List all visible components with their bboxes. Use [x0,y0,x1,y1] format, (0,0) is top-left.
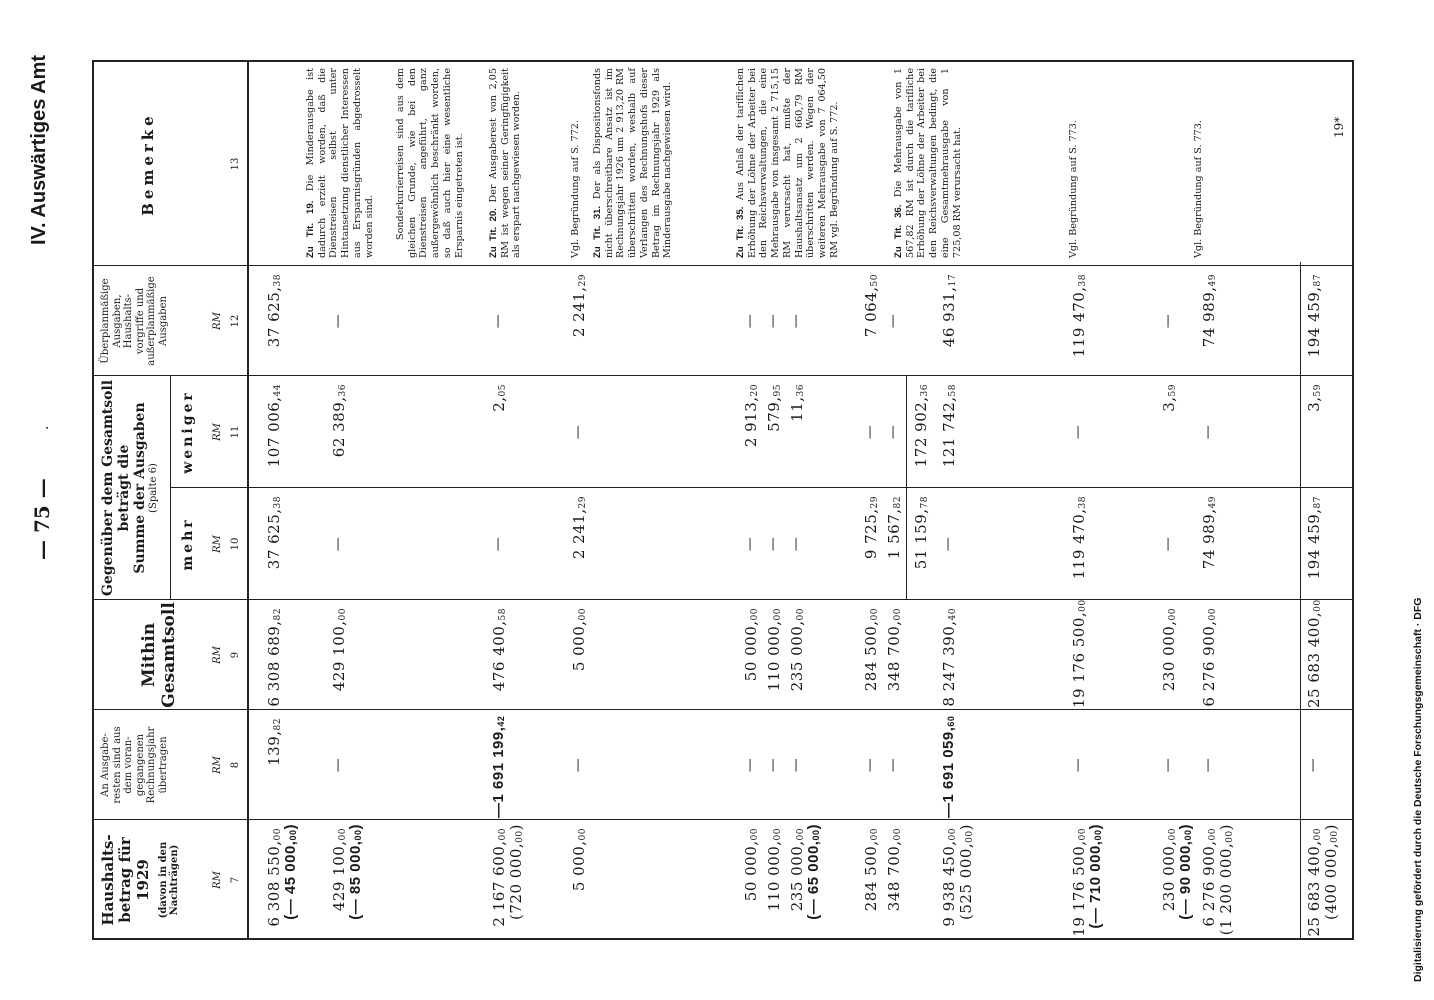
cell-r5-c9: 50 000,00 [742,608,760,682]
cell-r10-c10: 51 159,78 [912,496,930,570]
colnum-8: 8 [230,761,241,769]
header-c9: Mithin Gesamtsoll [139,602,179,708]
cell-r11-c8: —1 691 059,60 [940,715,957,818]
cell-r15-c7-supplement: (400 000,00) [1322,824,1340,920]
cell-r9-c10: 1 567,82 [885,496,903,560]
cell-r15-c11: 3,59 [1305,384,1323,412]
header-c8: An Ausgabe- resten sind aus dem voran- gegangenen Rechnungsjahr übertragen [100,726,169,804]
unit-c11: RM [212,423,223,441]
page-dot: · [40,425,56,430]
header-subdivider [170,376,171,600]
cell-r5-c10: — [742,536,758,552]
cell-r3-c7-supplement: (720 000,00) [507,824,525,920]
table-left-border [92,939,1352,941]
cell-r2-c10: — [330,536,346,552]
colnum-10: 10 [230,537,241,551]
cell-r13-c7-supplement: (— 90 000,00) [1177,824,1194,920]
cell-r9-c9: 348 700,00 [885,608,903,692]
colnum-12: 12 [230,314,241,328]
cell-r2-c9: 429 100,00 [330,608,348,692]
remark-tit-31: Zu Tit. 31. Der als Dispositionsfonds nicht überschreitbare Ansatz ist im Rechnungsjahr 1926 um 2 913,20 RM überschritten worden, weshalb auf Verlangen des Rechnungshofs dieser Betrag im Rechnungsjahr 1929 als Minderausgabe nachgewiesen wird. [592,68,674,258]
cell-r11-c11: 121 742,58 [940,384,958,468]
remark-ref-772-a: Vgl. Begründung auf S. 772. [570,120,581,258]
colnum-7: 7 [230,876,241,884]
cell-r4-c11: — [570,424,586,440]
cell-r8-c7: 284 500,00 [862,828,880,912]
cell-r13-c11: 3,59 [1160,384,1178,412]
cell-r6-c10: — [765,536,781,552]
cell-r15-c12: 194 459,87 [1305,274,1323,358]
cell-r14-c7: 6 276 900,00 [1200,828,1218,927]
cell-r12-c7: 19 176 500,00 [1070,828,1088,937]
cell-r6-c11: 579,95 [765,384,783,432]
cell-r11-c10: — [940,536,956,552]
table-top-rule [92,60,94,940]
unit-c10: RM [212,535,223,553]
col-divider-8-9 [92,709,1352,710]
cell-r2-c7-supplement: (— 85 000,00) [347,824,364,920]
header-c7: Haushalts- betrag für 1929 (davon in den Nachträgen) [99,834,181,926]
cell-r4-c7: 5 000,00 [570,828,588,892]
cell-r7-c9: 235 000,00 [788,608,806,692]
cell-r3-c9: 476 400,58 [490,608,508,692]
cell-r15-c7: 25 683 400,00 [1305,828,1323,937]
unit-c12: RM [212,312,223,330]
header-c10-11: Gegenüber dem Gesamtsoll beträgt die Summe der Ausgaben (Spalte 6) [100,379,160,597]
header-c12: Überplanmäßige Ausgaben, Haushalts- vorgriffe und außerplanmäßige Ausgaben [100,276,169,366]
colnum-13: 13 [230,157,241,171]
page-number: — 75 — [30,478,54,560]
remark-tit-19: Zu Tit. 19. Die Minderausgabe ist dadurch erzielt worden, daß die Dienstreisen selbst unter Hintansetzung dienstlicher Interessen aus Ersparnisgründen abgedrosselt worden sind. [305,68,375,258]
cell-r14-c9: 6 276 900,00 [1200,608,1218,707]
colnum-11: 11 [230,425,241,439]
cell-r12-c7-supplement: (— 710 000,00) [1087,824,1104,929]
cell-r8-c10: 9 725,29 [862,496,880,560]
unit-c8: RM [212,756,223,774]
cell-r12-c11: — [1070,424,1086,440]
subtotal-rule [906,376,907,600]
unit-c7: RM [212,871,223,889]
cell-r12-c10: 119 470,38 [1070,496,1088,580]
cell-r8-c12: 7 064,50 [862,274,880,338]
cell-r9-c11: — [885,424,901,440]
cell-r7-c11: 11,36 [788,384,806,422]
cell-r14-c8: — [1200,757,1216,773]
table-header-rule [247,60,249,940]
cell-r3-c11: 2,05 [490,384,508,412]
cell-r7-c7-supplement: (— 65 000,00) [805,824,822,920]
cell-r4-c8: — [570,757,586,773]
grand-total-rule [1300,262,1301,940]
unit-c9: RM [212,646,223,664]
cell-r7-c8: — [788,757,804,773]
cell-r5-c8: — [742,757,758,773]
header-c10: mehr [180,517,196,571]
sheet-mark: 19* [1332,116,1346,138]
cell-r8-c9: 284 500,00 [862,608,880,692]
col-divider-10-11 [170,487,1352,488]
table-bottom-rule [1352,60,1354,940]
cell-r1-c11: 107 006,44 [265,384,283,468]
header-c13: Bemerke [139,112,157,216]
cell-r3-c8: —1 691 199,42 [490,715,507,818]
cell-r12-c12: 119 470,38 [1070,274,1088,358]
cell-r2-c8: — [330,757,346,773]
cell-r9-c12: — [885,313,901,329]
col-divider-11-12 [92,375,1352,376]
remark-tit-36: Zu Tit. 36. Die Mehrausgabe von 1 567,82 RM ist durch die tarifliche Erhöhung der Löhne der Arbeiter bei den Reichsverwaltungen bedingt, die eine Gesamtmehrausgabe von 1 725,08 RM verursacht hat. [893,68,963,258]
cell-r9-c8: — [885,757,901,773]
cell-r9-c7: 348 700,00 [885,828,903,912]
remark-tit-19-b: Sonderkurierreisen sind aus dem gleichen Grunde, wie bei den Dienstreisen angeführt, ganz außergewöhnlich beschränkt worden, so daß auch hier eine wesentliche Ersparnis eingetreten ist. [395,68,465,258]
table-right-border [92,61,1352,63]
cell-r15-c8: — [1305,757,1321,773]
cell-r11-c9: 8 247 390,40 [940,608,958,707]
dfg-watermark: Digitalisierung gefördert durch die Deutsche Forschungsgemeinschaft · DFG [1412,597,1424,982]
section-title: IV. Auswärtiges Amt [28,54,50,245]
cell-r13-c7: 230 000,00 [1160,828,1178,912]
cell-r6-c8: — [765,757,781,773]
cell-r6-c9: 110 000,00 [765,608,783,692]
cell-r8-c11: — [862,424,878,440]
cell-r4-c12: 2 241,29 [570,274,588,338]
cell-r13-c8: — [1160,757,1176,773]
cell-r2-c12: — [330,313,346,329]
cell-r12-c8: — [1070,757,1086,773]
cell-r2-c7: 429 100,00 [330,828,348,912]
cell-r1-c12: 37 625,38 [265,274,283,348]
cell-r15-c10: 194 459,87 [1305,496,1323,580]
cell-r7-c7: 235 000,00 [788,828,806,912]
cell-r6-c12: — [765,313,781,329]
col-divider-12-13 [92,265,1352,266]
cell-r14-c12: 74 989,49 [1200,274,1218,348]
cell-r12-c9: 19 176 500,00 [1070,599,1088,708]
remark-ref-773-b: Vgl. Begründung auf S. 773. [1193,120,1204,258]
cell-r7-c12: — [788,313,804,329]
cell-r5-c12: — [742,313,758,329]
colnum-9: 9 [230,651,241,659]
cell-r14-c10: 74 989,49 [1200,496,1218,570]
cell-r4-c10: 2 241,29 [570,496,588,560]
cell-r13-c10: — [1160,536,1176,552]
cell-r11-c7-supplement: (525 000,00) [957,824,975,920]
cell-r3-c7: 2 167 600,00 [490,828,508,927]
cell-r1-c8: 139,82 [265,718,283,766]
cell-r10-c11: 172 902,36 [912,384,930,468]
cell-r11-c7: 9 938 450,00 [940,828,958,927]
cell-r14-c11: — [1200,424,1216,440]
remark-tit-20: Zu Tit. 20. Der Ausgaberest von 2,05 RM ist wegen seiner Geringfügigkeit als erspart nachgewiesen worden. [488,68,523,258]
cell-r6-c7: 110 000,00 [765,828,783,912]
cell-r5-c7: 50 000,00 [742,828,760,902]
cell-r1-c10: 37 625,38 [265,496,283,570]
col-divider-7-8 [92,819,1352,820]
cell-r1-c7-supplement: (— 45 000,00) [282,824,299,920]
cell-r5-c11: 2 913,20 [742,384,760,448]
remark-tit-35: Zu Tit. 35. Aus Anlaß der tariflichen Erhöhung der Löhne der Arbeiter bei den Reichsverwaltungen, die eine Mehrausgabe von insgesamt 2 715,15 RM verursacht hat, mußte der Haushaltsansatz um 2 660,79 RM überschritten werden. Wegen der weiteren Mehrausgabe von 7 064,50 RM vgl. Begründung auf S. 772. [735,68,840,258]
cell-r11-c12: 46 931,17 [940,274,958,348]
cell-r8-c8: — [862,757,878,773]
cell-r15-c9: 25 683 400,00 [1305,599,1323,708]
cell-r13-c12: — [1160,313,1176,329]
col-divider-9-10 [92,599,1352,600]
cell-r3-c12: — [490,313,506,329]
cell-r2-c11: 62 389,36 [330,384,348,458]
cell-r1-c7: 6 308 550,00 [265,828,283,927]
cell-r13-c9: 230 000,00 [1160,608,1178,692]
cell-r7-c10: — [788,536,804,552]
cell-r4-c9: 5 000,00 [570,608,588,672]
cell-r3-c10: — [490,536,506,552]
cell-r14-c7-supplement: (1 200 000,00) [1217,824,1235,936]
header-c11: weniger [180,390,196,474]
cell-r1-c9: 6 308 689,82 [265,608,283,707]
remark-ref-773-a: Vgl. Begründung auf S. 773. [1068,120,1079,258]
